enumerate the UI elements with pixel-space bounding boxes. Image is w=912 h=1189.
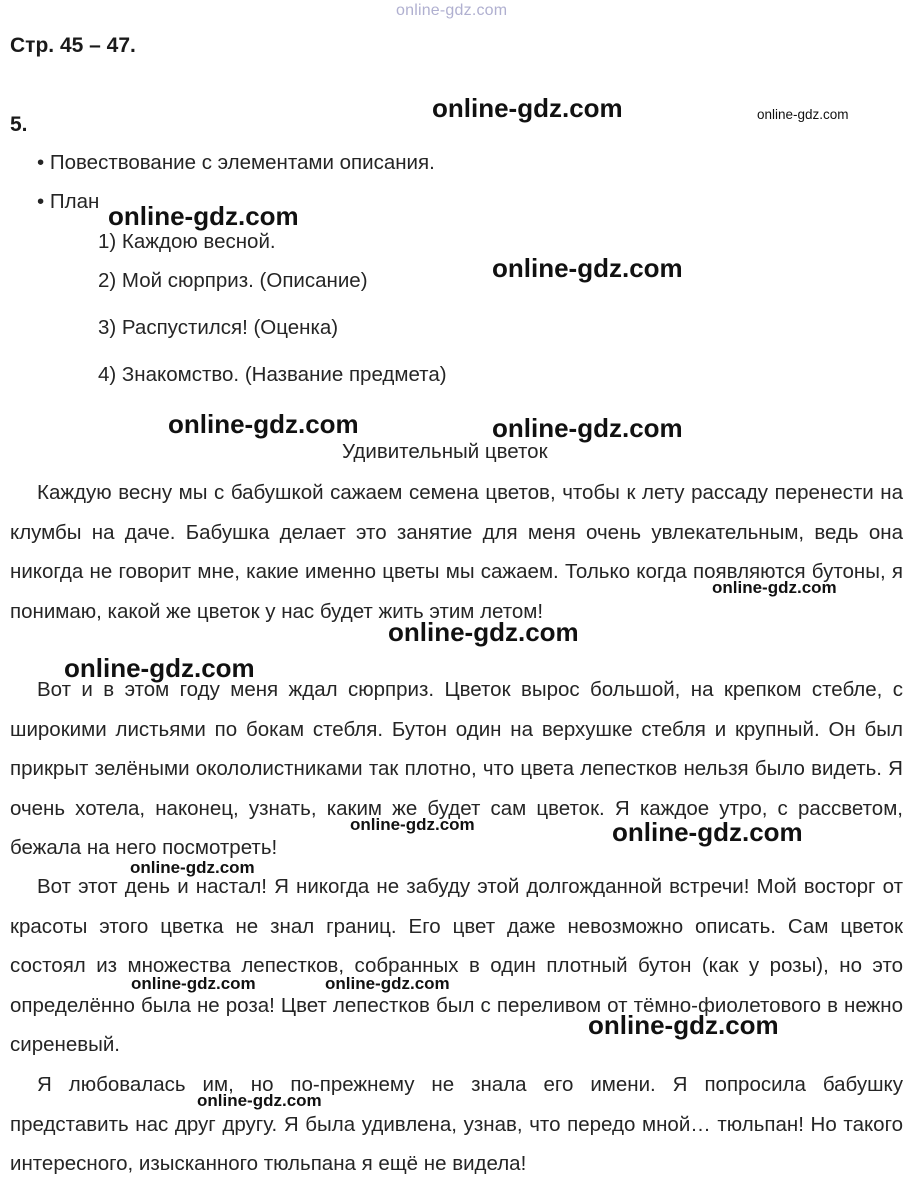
watermark: online-gdz.com — [197, 1091, 322, 1110]
essay-title: Удивительный цветок — [342, 440, 548, 463]
plan-item: 2) Мой сюрприз. (Описание) — [98, 269, 368, 292]
plan-item: 4) Знакомство. (Название предмета) — [98, 363, 447, 386]
watermark: online-gdz.com — [350, 815, 475, 834]
watermark: online-gdz.com — [757, 107, 849, 122]
task-number: 5. — [10, 113, 28, 136]
watermark: online-gdz.com — [492, 413, 683, 443]
bullet-genre: • Повествование с элементами описания. — [37, 151, 435, 174]
watermark: online-gdz.com — [131, 974, 256, 993]
watermark: online-gdz.com — [64, 653, 255, 683]
watermark: online-gdz.com — [492, 253, 683, 283]
watermark: online-gdz.com — [712, 578, 837, 597]
watermark-top: online-gdz.com — [396, 2, 508, 19]
bullet-plan: • План — [37, 190, 100, 213]
watermark: online-gdz.com — [588, 1010, 779, 1040]
plan-item: 1) Каждою весной. — [98, 230, 276, 253]
essay-paragraph: Вот этот день и настал! Я никогда не забуду этой долгожданной встречи! Мой восторг от красоты этого цветка не знал границ. Его цвет даже невозможно описать. Сам цветок состоял из множества лепестков, собранных в один плотный бутон (как у розы), но это определённо была не роза! Цвет лепестков был с переливом от тёмно-фиолетового в нежно сиреневый. — [10, 875, 903, 1056]
watermark: online-gdz.com — [325, 974, 450, 993]
page-range-heading: Стр. 45 – 47. — [10, 34, 136, 57]
watermark: online-gdz.com — [388, 617, 579, 647]
watermark: online-gdz.com — [612, 817, 803, 847]
watermark: online-gdz.com — [432, 93, 623, 123]
essay-paragraph: Я любовалась им, но по-прежнему не знала его имени. Я попросила бабушку представить нас друг другу. Я была удивлена, узнав, что передо мной… тюльпан! Но такого интересного, изысканного тюльпана я ещё не видела! — [10, 1073, 903, 1175]
watermark: online-gdz.com — [130, 858, 255, 877]
essay-paragraph: Вот и в этом году меня ждал сюрприз. Цветок вырос большой, на крепком стебле, с широкими листьями по бокам стебля. Бутон один на верхушке стебля и крупный. Он был прикрыт зелёными окололистниками так плотно, что цвета лепестков нельзя было видеть. Я очень хотела, наконец, узнать, каким же будет сам цветок. Я каждое утро, с рассветом, бежала на него посмотреть! — [10, 678, 903, 859]
essay-paragraph: Каждую весну мы с бабушкой сажаем семена цветов, чтобы к лету рассаду перенести на клумбы на даче. Бабушка делает это занятие для меня очень увлекательным, ведь она никогда не говорит мне, какие именно цветы мы сажаем. Только когда появляются бутоны, я понимаю, какой же цветок у нас будет жить этим летом! — [10, 481, 903, 623]
watermark: online-gdz.com — [108, 201, 299, 231]
watermark: online-gdz.com — [168, 409, 359, 439]
plan-item: 3) Распустился! (Оценка) — [98, 316, 339, 339]
